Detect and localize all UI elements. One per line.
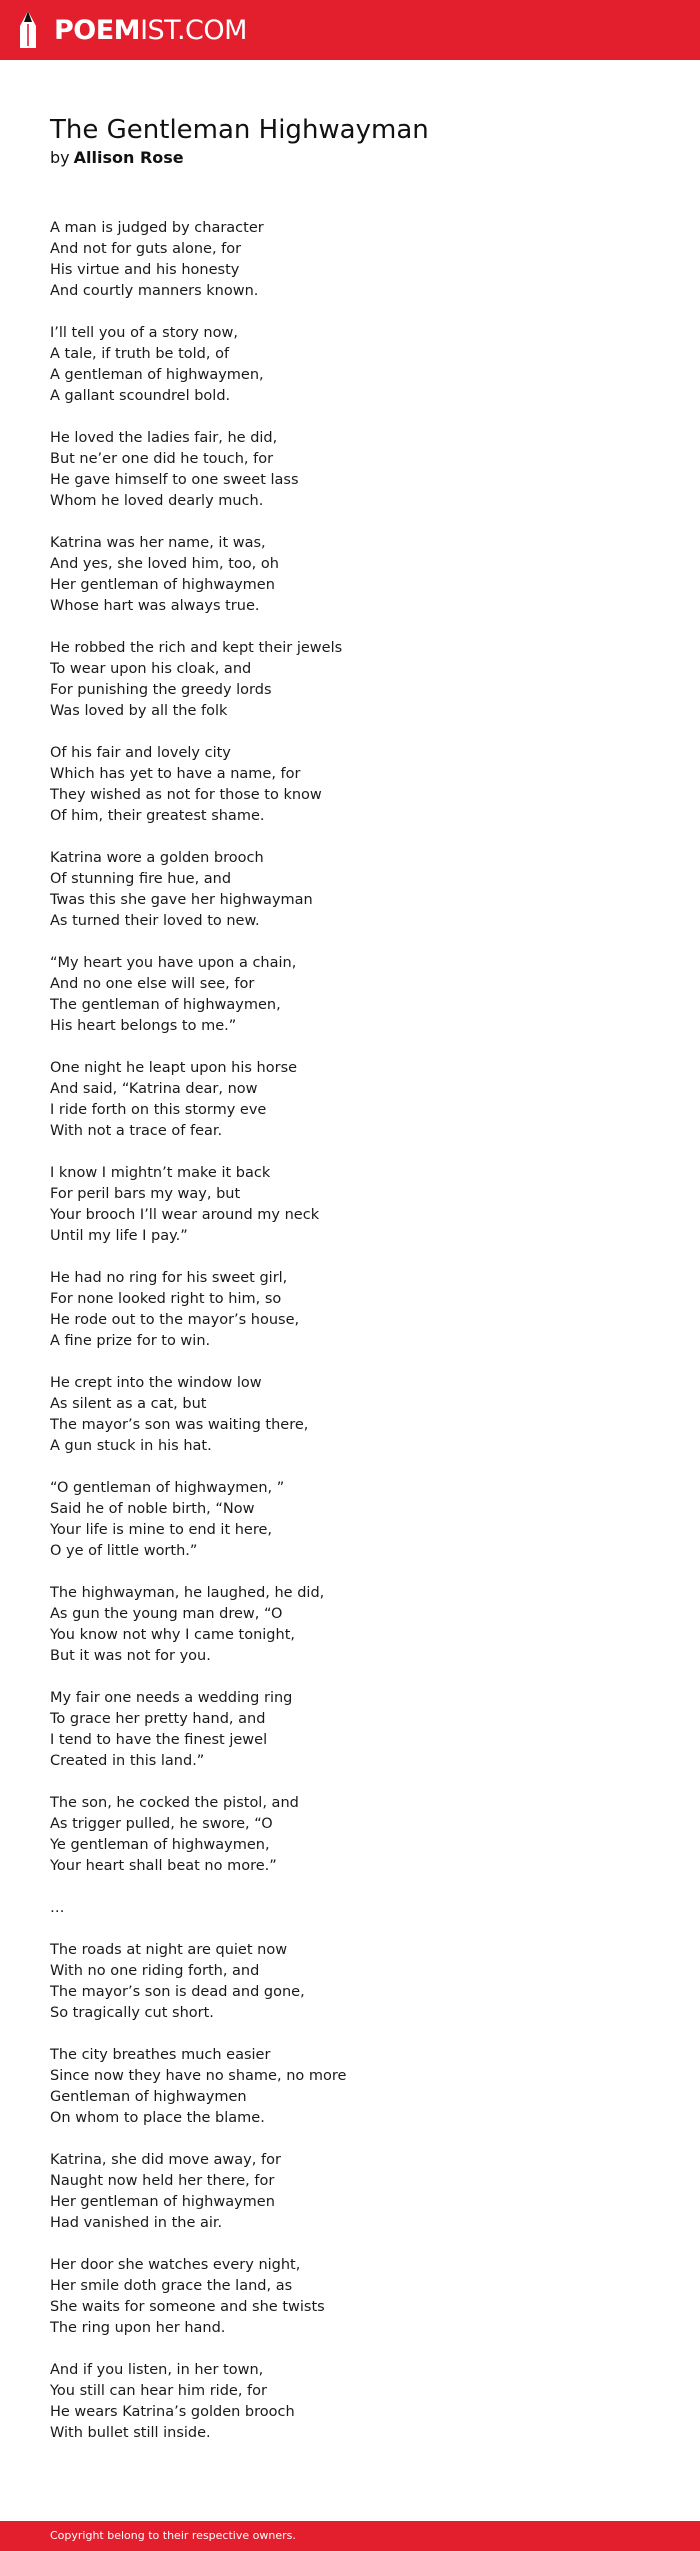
poem-line: To grace her pretty hand, and [50,1711,266,1727]
by-label: by [50,148,70,167]
poem-line: Created in this land.” [50,1753,205,1769]
poem-line: Had vanished in the air. [50,2215,223,2231]
poem-line: They wished as not for those to know [50,787,322,803]
poem-line: “My heart you have upon a chain, [50,955,297,971]
poem-stanza [50,218,650,302]
poem-stanza [50,2360,650,2444]
poem-line: As trigger pulled, he swore, “O [50,1816,273,1832]
poem-line: Which has yet to have a name, for [50,766,301,782]
poem-stanza [50,1373,650,1457]
poem-line: Her smile doth grace the land, as [50,2278,293,2294]
site-logo[interactable] [16,10,247,50]
poem-line: Until my life I pay.” [50,1228,188,1244]
poem-stanza [50,743,650,827]
poem-line: The highwayman, he laughed, he did, [50,1585,325,1601]
poem-line: Katrina wore a golden brooch [50,850,264,866]
poem-line: … [50,1900,65,1916]
poem-stanza [50,323,650,407]
poem-line: He rode out to the mayor’s house, [50,1312,300,1328]
poem-line: You know not why I came tonight, [50,1627,295,1643]
poem-line: The roads at night are quiet now [50,1942,288,1958]
poem-line: As silent as a cat, but [50,1396,207,1412]
poem-line: Twas this she gave her highwayman [50,892,313,908]
poem-line: So tragically cut short. [50,2005,214,2021]
poem-line: A man is judged by character [50,220,264,236]
poem-line: Katrina, she did move away, for [50,2152,281,2168]
brand-name [54,15,247,46]
poem-line: But it was not for you. [50,1648,211,1664]
poem-line: Said he of noble birth, “Now [50,1501,255,1517]
poem-line: Her gentleman of highwaymen [50,577,275,593]
poem-line: To wear upon his cloak, and [50,661,252,677]
poem-line: I ride forth on this stormy eve [50,1102,267,1118]
poem-line: He robbed the rich and kept their jewels [50,640,343,656]
poem-title: The Gentleman Highwayman [50,115,429,145]
poem-stanza [50,1793,650,1877]
poem-line: And yes, she loved him, too, oh [50,556,279,572]
poem-line: He crept into the window low [50,1375,262,1391]
poem-line: The son, he cocked the pistol, and [50,1795,299,1811]
poem-stanza [50,533,650,617]
poem-line: Her gentleman of highwaymen [50,2194,275,2210]
poem-line: I know I mightn’t make it back [50,1165,271,1181]
poem-stanza [50,953,650,1037]
poem-line: She waits for someone and she twists [50,2299,325,2315]
poem-line: And if you listen, in her town, [50,2362,264,2378]
poem-line: O ye of little worth.” [50,1543,198,1559]
poem-stanza [50,1583,650,1667]
poem-line: With no one riding forth, and [50,1963,260,1979]
poem-line: On whom to place the blame. [50,2110,265,2126]
poem-line: He loved the ladies fair, he did, [50,430,278,446]
poem-line: A gallant scoundrel bold. [50,388,231,404]
poem-line: Naught now held her there, for [50,2173,275,2189]
poem-line: He had no ring for his sweet girl, [50,1270,288,1286]
poem-line: The mayor’s son is dead and gone, [50,1984,305,2000]
site-header [0,0,700,60]
poem-line: His heart belongs to me.” [50,1018,237,1034]
poem-line: The city breathes much easier [50,2047,271,2063]
poem-line: The mayor’s son was waiting there, [50,1417,309,1433]
poem-stanza [50,1268,650,1352]
poem-line: Gentleman of highwaymen [50,2089,247,2105]
pen-nib-icon [16,10,40,50]
poem-body [50,218,650,2465]
site-footer [0,2521,700,2551]
poem-line: A gentleman of highwaymen, [50,367,264,383]
poem-line: “O gentleman of highwaymen, ” [50,1480,285,1496]
poem-line: Of his fair and lovely city [50,745,231,761]
poem-line: As turned their loved to new. [50,913,260,929]
poem-line: A gun stuck in his hat. [50,1438,212,1454]
poem-line: Since now they have no shame, no more [50,2068,347,2084]
poem-line: Ye gentleman of highwaymen, [50,1837,270,1853]
poem-line: As gun the young man drew, “O [50,1606,283,1622]
poem-line: The ring upon her hand. [50,2320,226,2336]
poem-stanza [50,2255,650,2339]
poem-stanza [50,1163,650,1247]
poem-stanza [50,1898,650,1919]
poem-line: Her door she watches every night, [50,2257,301,2273]
poem-line: But ne’er one did he touch, for [50,451,274,467]
brand-bold: POEM [54,14,141,46]
poem-stanza [50,2045,650,2129]
brand-light: IST.COM [140,14,247,46]
poem-line: Your life is mine to end it here, [50,1522,273,1538]
poem-line: For none looked right to him, so [50,1291,282,1307]
poem-stanza [50,638,650,722]
poem-line: Of stunning fire hue, and [50,871,232,887]
poem-line: He gave himself to one sweet lass [50,472,299,488]
poem-stanza [50,428,650,512]
poem-line: He wears Katrina’s golden brooch [50,2404,295,2420]
poem-line: And courtly manners known. [50,283,259,299]
poem-line: Was loved by all the folk [50,703,228,719]
poem-line: My fair one needs a wedding ring [50,1690,293,1706]
poem-line: With bullet still inside. [50,2425,211,2441]
poem-line: And no one else will see, for [50,976,255,992]
poem-stanza [50,1058,650,1142]
poem-line: A tale, if truth be told, of [50,346,230,362]
poem-line: For peril bars my way, but [50,1186,241,1202]
poem-stanza [50,848,650,932]
poem-line: Whom he loved dearly much. [50,493,264,509]
poem-line: And said, “Katrina dear, now [50,1081,258,1097]
poem-stanza [50,1940,650,2024]
poem-line: Katrina was her name, it was, [50,535,266,551]
poem-line: Whose hart was always true. [50,598,260,614]
poem-line: You still can hear him ride, for [50,2383,267,2399]
poem-line: And not for guts alone, for [50,241,242,257]
poem-byline [50,148,184,167]
poem-line: The gentleman of highwaymen, [50,997,281,1013]
poem-stanza [50,2150,650,2234]
poem-line: With not a trace of fear. [50,1123,223,1139]
poem-line: For punishing the greedy lords [50,682,272,698]
poem-line: His virtue and his honesty [50,262,240,278]
poem-stanza [50,1478,650,1562]
poem-line: Your heart shall beat no more.” [50,1858,277,1874]
poem-line: One night he leapt upon his horse [50,1060,298,1076]
poem-line: I’ll tell you of a story now, [50,325,238,341]
author-link[interactable]: Allison Rose [73,148,184,167]
poem-stanza [50,1688,650,1772]
poem-line: I tend to have the finest jewel [50,1732,268,1748]
copyright-notice: Copyright belong to their respective owners. [50,2529,296,2542]
poem-line: A fine prize for to win. [50,1333,211,1349]
poem-line: Your brooch I’ll wear around my neck [50,1207,320,1223]
poem-line: Of him, their greatest shame. [50,808,265,824]
